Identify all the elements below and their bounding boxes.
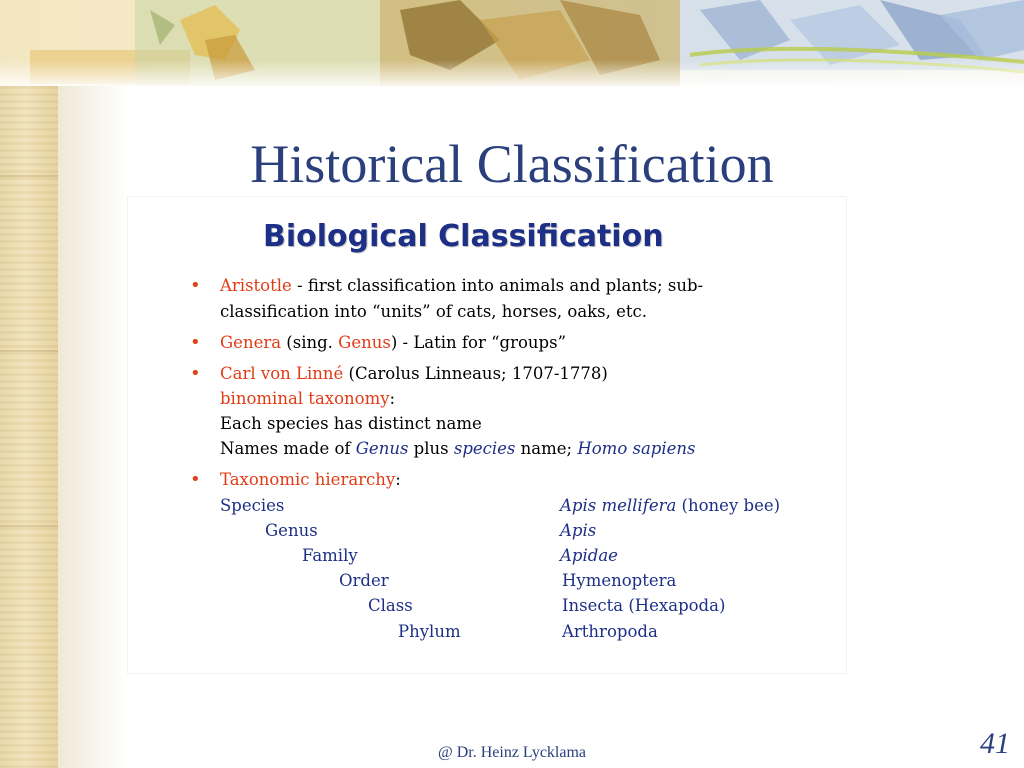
left-parchment-strip [0, 0, 58, 768]
bullet-aristotle-cont: classification into “units” of cats, horses, oaks, etc. [220, 302, 648, 321]
bullet-dot: • [190, 469, 201, 490]
rank-class: Class [368, 596, 413, 615]
rank-genus: Genus [265, 521, 318, 540]
bullet-dot: • [190, 363, 201, 384]
example-phylum: Arthropoda [562, 622, 658, 641]
example-genus: Apis [560, 521, 597, 540]
bullet-linne: Carl von Linné (Carolus Linneaus; 1707-1778) [220, 364, 608, 383]
top-decorative-banner [0, 0, 1024, 86]
distinct-name-line: Each species has distinct name [220, 414, 482, 433]
page-number: 41 [980, 727, 1010, 760]
example-family: Apidae [560, 546, 618, 565]
slide-title: Historical Classification [250, 134, 774, 194]
binominal-taxonomy-line: binominal taxonomy: [220, 389, 396, 408]
bullet-aristotle: Aristotle - first classification into animals and plants; sub- [220, 276, 704, 295]
rank-family: Family [302, 546, 358, 565]
bullet-dot: • [190, 332, 201, 353]
footer-author: @ Dr. Heinz Lycklama [437, 744, 587, 761]
rank-species: Species [220, 496, 285, 515]
biological-classification-panel [128, 197, 846, 673]
names-made-of-line: Names made of Genus plus species name; Homo sapiens [220, 439, 696, 458]
rank-phylum: Phylum [398, 622, 461, 641]
bullet-dot: • [190, 275, 201, 296]
rank-order: Order [339, 571, 389, 590]
example-class: Insecta (Hexapoda) [562, 596, 726, 615]
example-species: Apis mellifera (honey bee) [560, 496, 781, 515]
bullet-taxonomic-hierarchy: Taxonomic hierarchy: [220, 470, 401, 489]
panel-heading: Biological Classification [263, 219, 664, 254]
example-order: Hymenoptera [562, 571, 677, 590]
bullet-genera: Genera (sing. Genus) - Latin for “groups” [220, 333, 567, 352]
